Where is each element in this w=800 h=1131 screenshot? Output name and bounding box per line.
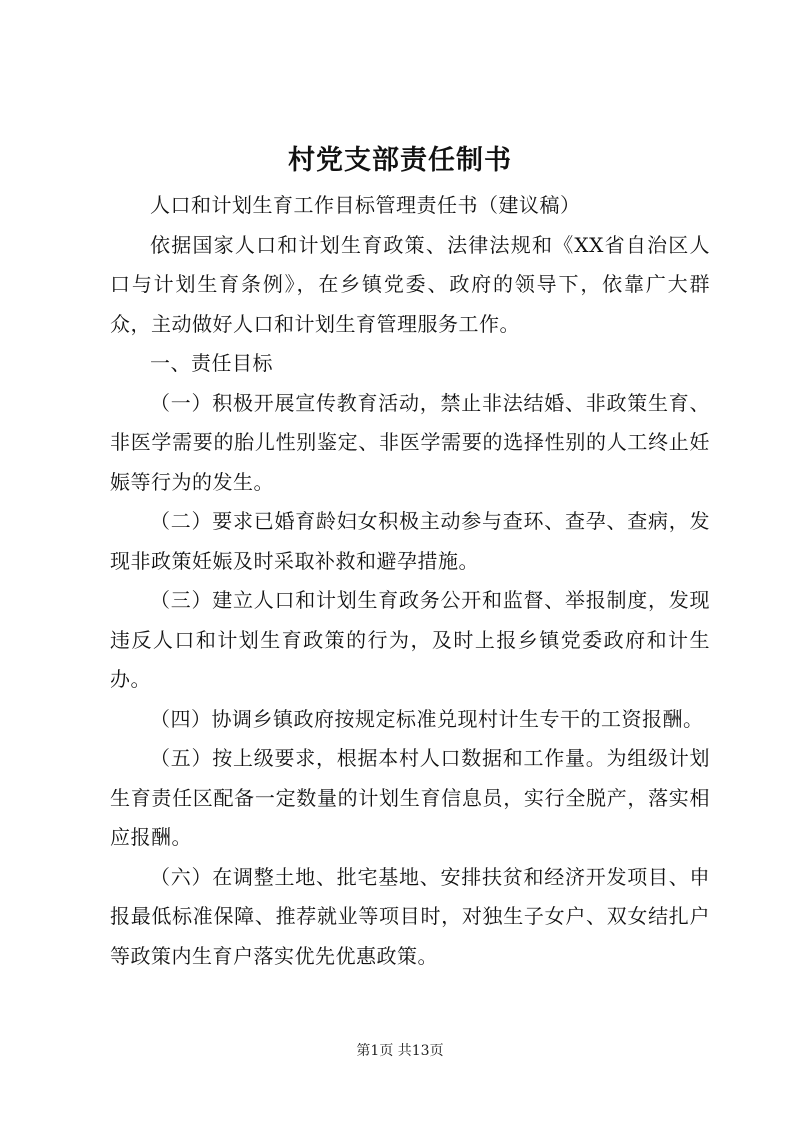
section-heading: 一、责任目标	[150, 351, 273, 375]
paragraph-item-4: （四）协调乡镇政府按规定标准兑现村计生专干的工资报酬。	[150, 706, 704, 731]
paragraph-item-5: （五）按上级要求，根据本村人口数据和工作量。为组级计划生育责任区配备一定数量的计划生育信息员，实行全脱产，落实相应报酬。	[110, 746, 710, 849]
paragraph-subtitle: 人口和计划生育工作目标管理责任书（建议稿）	[150, 193, 581, 217]
paragraph-item-6: （六）在调整土地、批宅基地、安排扶贫和经济开发项目、申报最低标准保障、推荐就业等项目时，对独生子女户、双女结扎户等政策内生育户落实优先优惠政策。	[110, 864, 710, 968]
document-body	[110, 186, 710, 976]
document-title: 村党支部责任制书	[288, 145, 512, 176]
paragraph-item-2: （二）要求已婚育龄妇女积极主动参与查环、查孕、查病，发现非政策妊娠及时采取补救和避孕措施。	[110, 509, 710, 573]
paragraph-item-3: （三）建立人口和计划生育政务公开和监督、举报制度，发现违反人口和计划生育政策的行为，及时上报乡镇党委政府和计生办。	[110, 588, 710, 691]
page-number: 第1页 共13页	[356, 1043, 444, 1059]
paragraph-item-1: （一）积极开展宣传教育活动，禁止非法结婚、非政策生育、非医学需要的胎儿性别鉴定、非医学需要的选择性别的人工终止妊娠等行为的发生。	[110, 390, 710, 494]
paragraph-intro: 依据国家人口和计划生育政策、法律法规和《XX省自治区人口与计划生育条例》，在乡镇党委、政府的领导下，依靠广大群众，主动做好人口和计划生育管理服务工作。	[110, 232, 710, 336]
